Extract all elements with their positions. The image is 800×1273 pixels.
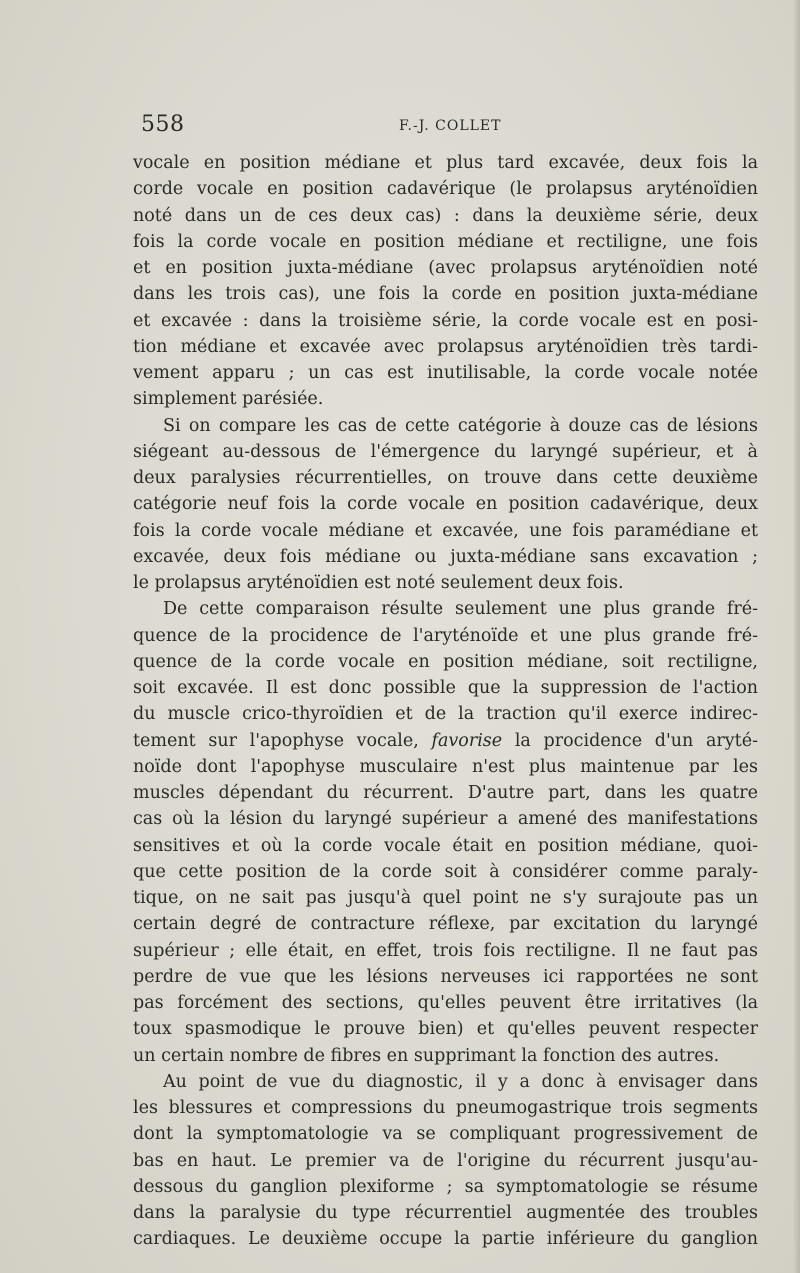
running-head: F.-J. COLLET	[399, 118, 502, 134]
text-line: tion médiane et excavée avec prolapsus aryténoïdien très tardi-	[133, 336, 758, 357]
text-line: dans la paralysie du type récurrentiel augmentée des troubles	[133, 1203, 758, 1223]
page-number: 558	[141, 112, 185, 137]
text-line: cas où la lésion du laryngé supérieur a amené des manifestations	[133, 809, 758, 830]
text-line: siégeant au-dessous de l'émergence du laryngé supérieur, et à	[133, 441, 758, 462]
page-edge-shadow	[794, 0, 800, 1273]
text-line: vocale en position médiane et plus tard excavée, deux fois la	[133, 153, 758, 173]
text-line: tique, on ne sait pas jusqu'à quel point ne s'y surajoute pas un	[133, 888, 758, 908]
text-line: les blessures et compressions du pneumogastrique trois segments	[133, 1098, 758, 1118]
text-line: vement apparu ; un cas est inutilisable, la corde vocale notée	[133, 363, 758, 383]
text-line: cardiaques. Le deuxième occupe la partie inférieure du ganglion	[133, 1229, 758, 1250]
paragraph-start-line: Si on compare les cas de cette catégorie à douze cas de lésions	[163, 415, 758, 436]
text-line: corde vocale en position cadavérique (le prolapsus aryténoïdien	[133, 179, 758, 200]
text-line: toux spasmodique le prouve bien) et qu'elles peuvent respecter	[133, 1019, 758, 1040]
line-head: tement sur l'apophyse vocale,	[133, 730, 419, 751]
paragraph-start-line: De cette comparaison résulte seulement une plus grande fré-	[163, 599, 758, 620]
text-line: noté dans un de ces deux cas) : dans la deuxième série, deux	[133, 205, 758, 226]
body-text	[133, 150, 758, 1253]
text-line: soit excavée. Il est donc possible que la suppression de l'action	[133, 678, 758, 698]
text-line: le prolapsus aryténoïdien est noté seulement deux fois.	[133, 573, 624, 593]
text-line: pas forcément des sections, qu'elles peuvent être irritatives (la	[133, 993, 758, 1013]
text-line: un certain nombre de fibres en supprimant la fonction des autres.	[133, 1045, 720, 1066]
text-line: noïde dont l'apophyse musculaire n'est plus maintenue par les	[133, 756, 758, 777]
text-line: fois la corde vocale en position médiane et rectiligne, une fois	[133, 231, 758, 252]
text-line: simplement parésiée.	[133, 389, 324, 410]
text-line: quence de la corde vocale en position médiane, soit rectiligne,	[133, 651, 758, 672]
text-line: supérieur ; elle était, en effet, trois fois rectiligne. Il ne faut pas	[133, 940, 758, 961]
text-line: que cette position de la corde soit à considérer comme paraly-	[133, 861, 758, 882]
page-header	[141, 112, 761, 142]
text-line: dessous du ganglion plexiforme ; sa symptomatologie se résume	[133, 1176, 758, 1197]
text-line: perdre de vue que les lésions nerveuses ici rapportées ne sont	[133, 966, 758, 987]
text-line-with-emphasis	[133, 728, 758, 754]
text-line: certain degré de contracture réflexe, par excitation du laryngé	[133, 914, 758, 935]
text-line: fois la corde vocale médiane et excavée, une fois paramédiane et	[133, 520, 758, 541]
text-line: excavée, deux fois médiane ou juxta-médiane sans excavation ;	[133, 546, 758, 567]
text-line: muscles dépendant du récurrent. D'autre part, dans les quatre	[133, 783, 758, 803]
text-line: et en position juxta-médiane (avec prolapsus aryténoïdien noté	[133, 258, 758, 278]
text-line: dont la symptomatologie va se compliquant progressivement de	[133, 1124, 758, 1145]
text-line: quence de la procidence de l'aryténoïde et une plus grande fré-	[133, 625, 758, 646]
text-line: et excavée : dans la troisième série, la corde vocale est en posi-	[133, 310, 758, 331]
text-line: bas en haut. Le premier va de l'origine du récurrent jusqu'au-	[133, 1150, 758, 1171]
text-line: dans les trois cas), une fois la corde en position juxta-médiane	[133, 284, 758, 305]
text-line: deux paralysies récurrentielles, on trouve dans cette deuxième	[133, 468, 758, 488]
text-line: sensitives et où la corde vocale était en position médiane, quoi-	[133, 835, 758, 856]
text-line: catégorie neuf fois la corde vocale en position cadavérique, deux	[133, 494, 758, 515]
line-tail: la procidence d'un aryté-	[502, 730, 758, 751]
italic-word: favorise	[431, 730, 503, 751]
text-line: du muscle crico-thyroïdien et de la traction qu'il exerce indirec-	[133, 704, 758, 725]
paragraph-start-line: Au point de vue du diagnostic, il y a donc à envisager dans	[163, 1071, 758, 1092]
